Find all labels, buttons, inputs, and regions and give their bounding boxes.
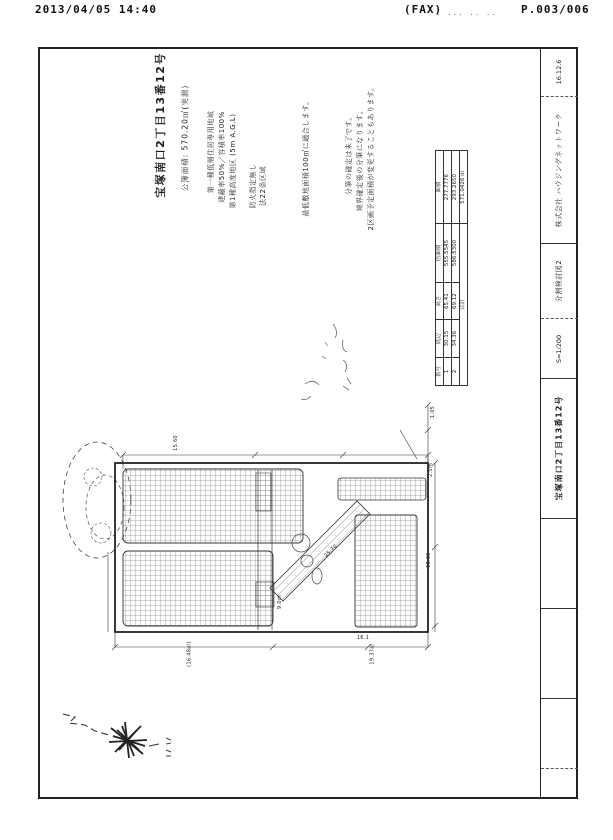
- title-block-cell-line: [541, 96, 578, 97]
- area-table-cell: 555.5545: [443, 224, 451, 283]
- area-table-header: 倍面積: [436, 224, 444, 283]
- lot3-hatched-footprint: [355, 515, 417, 627]
- min-lot-note: 最低敷地面積100㎡に適合します。: [302, 97, 310, 217]
- title-block-cell-line: [541, 608, 578, 609]
- area-table-total-row: [459, 151, 467, 386]
- plan-dimension-label: 2.5m: [428, 462, 434, 478]
- area-table-header: 高さ: [436, 282, 444, 320]
- fire-note-1: 防火指定無し: [249, 163, 257, 209]
- area-table-total-value: 571.0426 ㎡: [459, 151, 467, 224]
- corridor-hatched-block: [256, 582, 274, 607]
- site-plan-drawing: [55, 385, 445, 685]
- area-table-row: [443, 151, 451, 386]
- remark-2: 境界確定後の分筆になります。: [356, 106, 364, 212]
- plan-dimension-label: (16.48㎡): [186, 641, 193, 667]
- area-table-header: 番号: [436, 357, 444, 385]
- illegible-note-marks: [166, 738, 171, 756]
- area-table-cell: 586.5300: [451, 224, 459, 283]
- upper-hatched-strip: [338, 478, 426, 500]
- area-table-header: 底辺: [436, 320, 444, 358]
- dashed-feature-ellipse-inner: [86, 475, 124, 539]
- scribble-star: [109, 722, 147, 758]
- title-block-cell-line: [541, 768, 578, 769]
- plan-dimension-label: 25.70: [323, 543, 339, 559]
- corridor-hatched-block: [256, 473, 271, 511]
- dashed-feature-ellipse: [63, 442, 131, 558]
- area-calculation-table: [435, 150, 468, 386]
- fax-label: (FAX): [404, 3, 443, 16]
- area-table-wrap: [435, 150, 475, 386]
- site-address-title: 宝塚南口2丁目13番12号: [154, 52, 167, 198]
- area-table-cell: 2: [451, 357, 459, 385]
- title-block-divider: [540, 47, 541, 799]
- zoning-note-1: 第一種低層住居専用地域: [207, 110, 215, 194]
- area-table-header: 面積: [436, 151, 444, 224]
- area-table-cell: 277.7776: [443, 151, 451, 224]
- dashed-feature-circle: [91, 523, 111, 543]
- plan-dimension-label: 9.0m: [277, 594, 283, 610]
- title-block-drawing-name: 分割検討図2: [555, 259, 563, 303]
- fax-page-number: P.003/006: [521, 3, 590, 16]
- area-table-cell: 69.12: [451, 282, 459, 320]
- area-table-cell: 65.41: [443, 282, 451, 320]
- fire-note-2: 法22条区域: [259, 166, 267, 206]
- plan-dimension-label: 1.05: [430, 405, 436, 419]
- dashed-feature-circle: [84, 468, 102, 486]
- zoning-note-2: 建蔽率50%／容積率100%: [218, 111, 226, 203]
- remark-3: 2区画予定面積が変更することもあります。: [367, 83, 375, 231]
- title-block-cell-line: [541, 518, 578, 519]
- title-block-scale: S=1/200: [555, 334, 563, 364]
- title-block-company: 株式会社 ハウジングネットワーク: [555, 112, 563, 228]
- plan-circle-mark: [312, 568, 322, 584]
- title-block-cell-line: [541, 243, 578, 244]
- lot2-hatched-footprint: [123, 551, 273, 626]
- zoning-note-3: 第1種高度地区 (5m A.G.L): [229, 113, 237, 209]
- area-table-total-label: 合計: [459, 224, 467, 386]
- plan-dimension-label: 10.05: [426, 552, 432, 568]
- plan-dimension-label: 15.60: [173, 435, 179, 451]
- area-table-cell: 1: [443, 357, 451, 385]
- area-table-header-row: [436, 151, 444, 386]
- area-table-row: [451, 151, 459, 386]
- area-table-cell: 34.36: [451, 320, 459, 358]
- title-block-project: 宝塚南口2丁目13番12号: [554, 395, 564, 501]
- fax-datetime: 2013/04/05 14:40: [35, 3, 157, 16]
- handwritten-site-mark: [55, 700, 180, 785]
- area-table-cell: 30.15: [443, 320, 451, 358]
- title-block-cell-line: [541, 378, 578, 379]
- plan-dimension-label: 19.37㎡: [369, 643, 376, 665]
- fax-noise-dots: . ... .. ..: [437, 8, 498, 17]
- title-block-cell-line: [541, 698, 578, 699]
- title-block-cell-line: [541, 318, 578, 319]
- area-table-cell: 293.2650: [451, 151, 459, 224]
- lot1-hatched-footprint: [123, 469, 303, 543]
- land-area-note: 公簿面積: 570.20㎡(実測): [180, 84, 190, 192]
- title-block-date: 16.12.6: [555, 59, 563, 85]
- plan-dimension-label: 16.1: [356, 635, 370, 641]
- remark-1: 分筆の確定は未了です。: [345, 113, 353, 195]
